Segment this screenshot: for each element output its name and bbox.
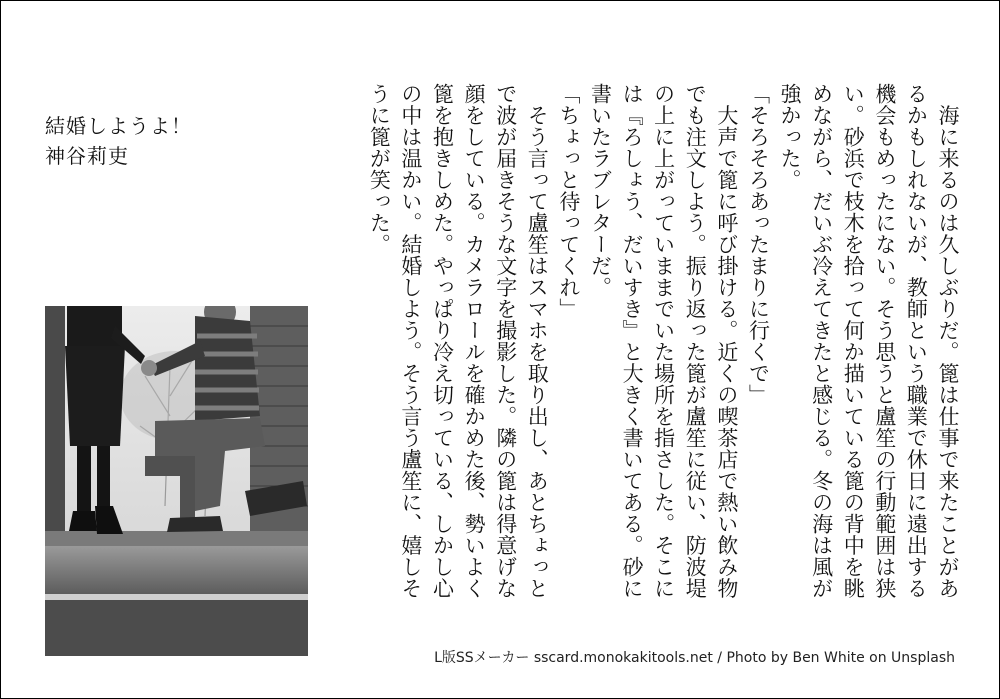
story-author: 神谷莉吏 <box>45 144 129 168</box>
title-block <box>45 111 192 171</box>
story-paragraph: 海に来るのは久しぶりだ。篦は仕事で来たことがあるかもしれないが、教師という職業で休日に遠出する機会もめったにない。そう思うと盧笙の行動範囲は狭い。砂浜で枝木を拾って何か描いている篦の背中を眺めながら、だいぶ冷えてきたと感じる。冬の海は風が強かった。 <box>778 83 960 599</box>
story-paragraph: 「そろそろあったまりに行くで」 <box>746 83 771 406</box>
story-title: 結婚しようよ！ <box>45 114 192 138</box>
story-paragraph: 「ちょっと待ってくれ」 <box>556 83 581 320</box>
story-body <box>331 83 963 603</box>
story-paragraph: 大声で篦に呼び掛ける。近くの喫茶店で熱い飲み物でも注文しよう。振り返った篦が盧笙に従い、防波堤の上に上がっていままでいた場所を指さした。そこには『ろしょう、だいすき』と大きく書いてある。砂に書いたラブレターだ。 <box>588 83 739 599</box>
story-paragraph: そう言って盧笙はスマホを取り出し、あとちょっとで波が届きそうな文字を撮影した。隣の篦は得意げな顔をしている。カメラロールを確かめた後、勢いよく篦を抱きしめた。やっぱり冷え切っている、しかし心の中は温かい。結婚しよう。そう言う盧笙に、嬉しそうに篦が笑った。 <box>367 83 550 599</box>
credit-line: L版SSメーカー sscard.monokakitools.net / Photo by Ben White on Unsplash <box>434 650 955 666</box>
proposal-photo <box>45 306 308 656</box>
